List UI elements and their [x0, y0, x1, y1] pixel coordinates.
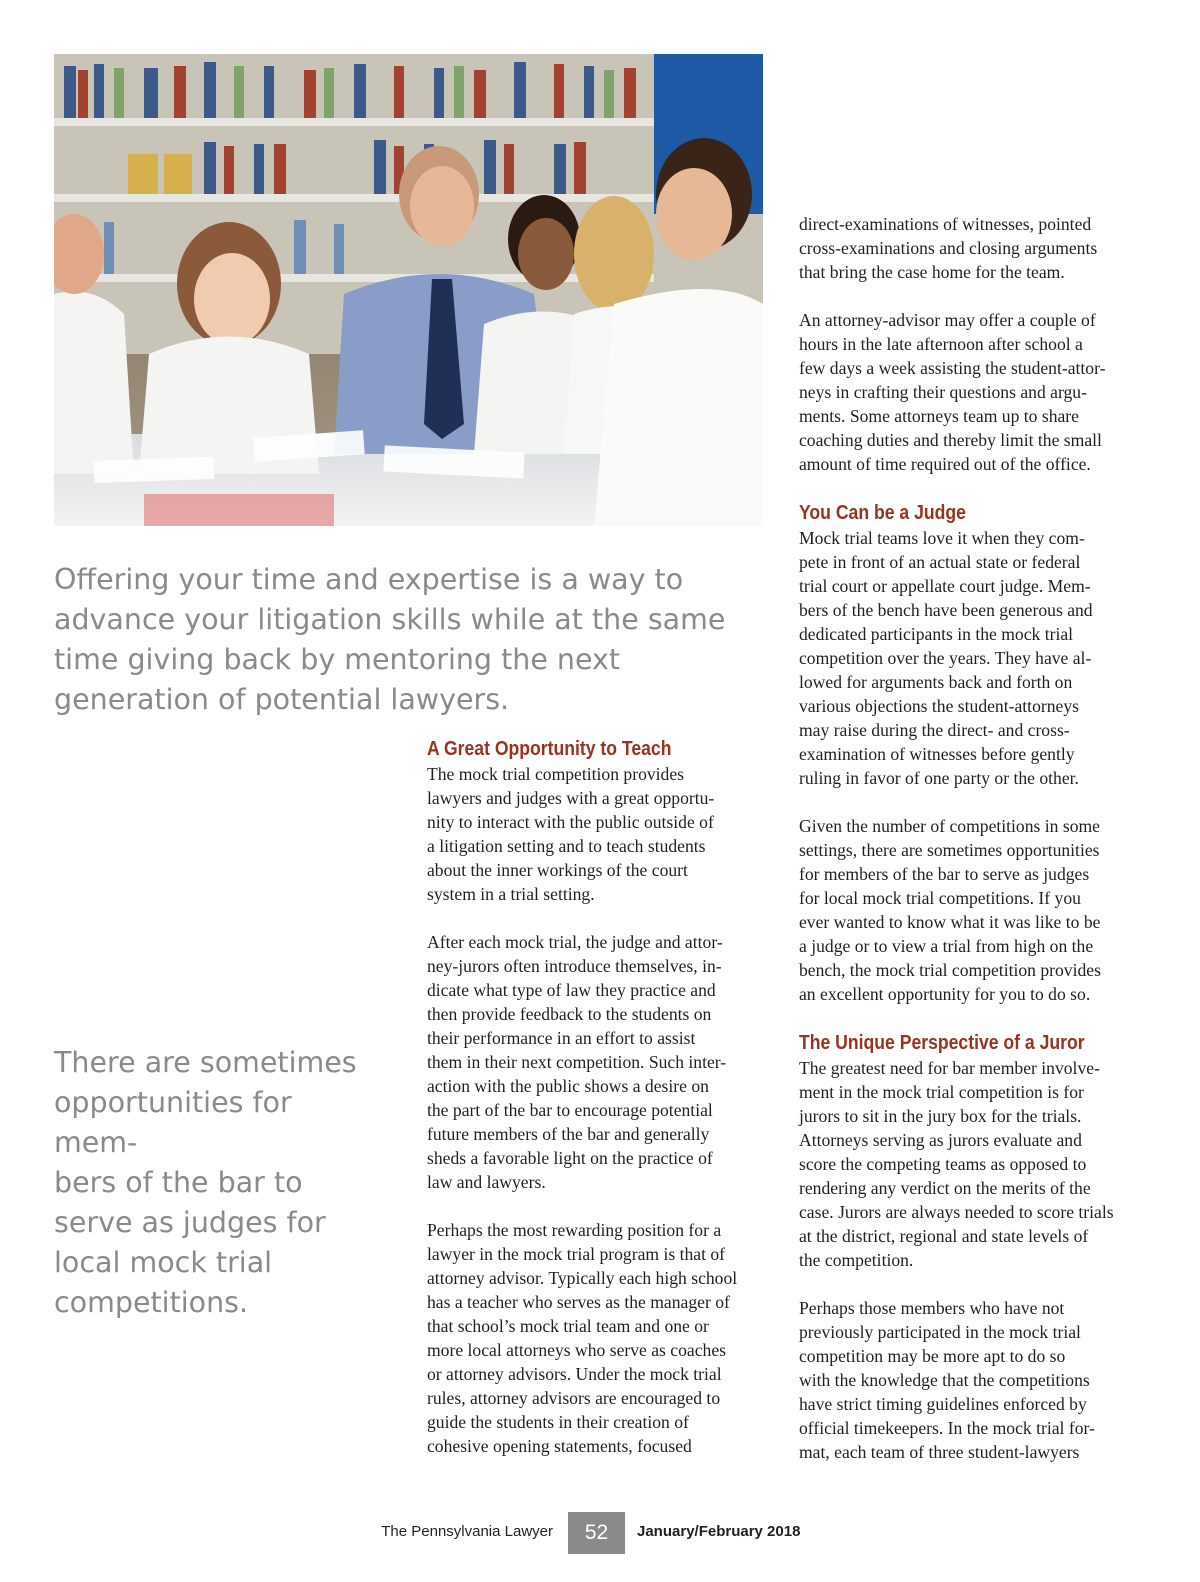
paragraph-direct-examinations: direct-examinations of witnesses, pointed cross-examinations and closing arguments that bring the case home for the team.	[799, 214, 1098, 282]
paragraph-attorney-advisor: Perhaps the most rewarding position for a lawyer in the mock trial program is that of attorney advisor. Typically each high school has a teacher who serves as the manager of that school’s mock trial team and one or more local attorneys who serve as coaches or attorney advisors. Under the mock trial rules, attorney advisors are encouraged to guide the students in their creation of cohesive opening statements, focused	[427, 1220, 738, 1456]
heading-great-opportunity: A Great Opportunity to Teach	[427, 738, 672, 760]
paragraph-timing-guidelines: Perhaps those members who have not previously participated in the mock trial competition may be more apt to do so with the knowledge that the competitions have strict timing guidelines enforced by official timekeepers. In the mock trial for- mat, each team of three student-lawyers	[799, 1298, 1095, 1462]
pull-quote-judges: There are sometimes opportunities for mem- bers of the bar to serve as judges for local mock trial competitions.	[54, 1046, 357, 1319]
page-footer	[0, 1512, 1200, 1554]
paragraph-teams-love: Mock trial teams love it when they com- pete in front of an actual state or federal trial court or appellate court judge. Mem- bers of the bench have been generous and dedicated participants in the mock trial competition over the years. They have al- lowed for arguments back and forth on various objections the student-attorneys may raise during the direct- and cross- examination of witnesses before gently ruling in favor of one party or the other.	[799, 528, 1093, 788]
paragraph-number-of-competitions: Given the number of competitions in some settings, there are sometimes opportunities for members of the bar to serve as judges for local mock trial competitions. If you ever wanted to know what it was like to be a judge or to view a trial from high on the bench, the mock trial competition provides an excellent opportunity for you to do so.	[799, 816, 1101, 1004]
heading-juror-perspective: The Unique Perspective of a Juror	[799, 1032, 1085, 1054]
paragraph-greatest-need: The greatest need for bar member involve- ment in the mock trial competition is for jurors to sit in the jury box for the trials. Attorneys serving as jurors evaluate and score the competing teams as opposed to rendering any verdict on the merits of the case. Jurors are always needed to score trials at the district, regional and state levels of the competition.	[799, 1058, 1114, 1270]
classroom-photo	[54, 54, 763, 526]
right-column	[799, 212, 1144, 1488]
heading-be-a-judge: You Can be a Judge	[799, 502, 966, 524]
pull-quote-advance-skills: Offering your time and expertise is a way to advance your litigation skills while at the same time giving back by mentoring the next generation of potential lawyers.	[54, 563, 726, 716]
classroom-photo-illustration	[54, 54, 763, 526]
issue-date: January/February 2018	[637, 1523, 801, 1540]
publication-name: The Pennsylvania Lawyer	[381, 1523, 553, 1540]
middle-column	[427, 736, 767, 1482]
paragraph-after-each-trial: After each mock trial, the judge and attor- ney-jurors often introduce themselves, in- dicate what type of law they practice and then provide feedback to the students on their performance in an effort to assist them in their next competition. Such inter- action with the public shows a desire on the part of the bar to encourage potential future members of the bar and generally sheds a favorable light on the practice of law and lawyers.	[427, 932, 727, 1192]
page-number: 52	[568, 1512, 625, 1554]
paragraph-advisor-hours: An attorney-advisor may offer a couple of hours in the late afternoon after school a few days a week assisting the student-attor- neys in crafting their questions and argu- ments. Some attorneys team up to share coaching duties and thereby limit the small amount of time required out of the office.	[799, 310, 1106, 474]
paragraph-mock-trial-provides: The mock trial competition provides lawyers and judges with a great opportu- nity to interact with the public outside of a litigation setting and to teach students about the inner workings of the court system in a trial setting.	[427, 764, 715, 904]
